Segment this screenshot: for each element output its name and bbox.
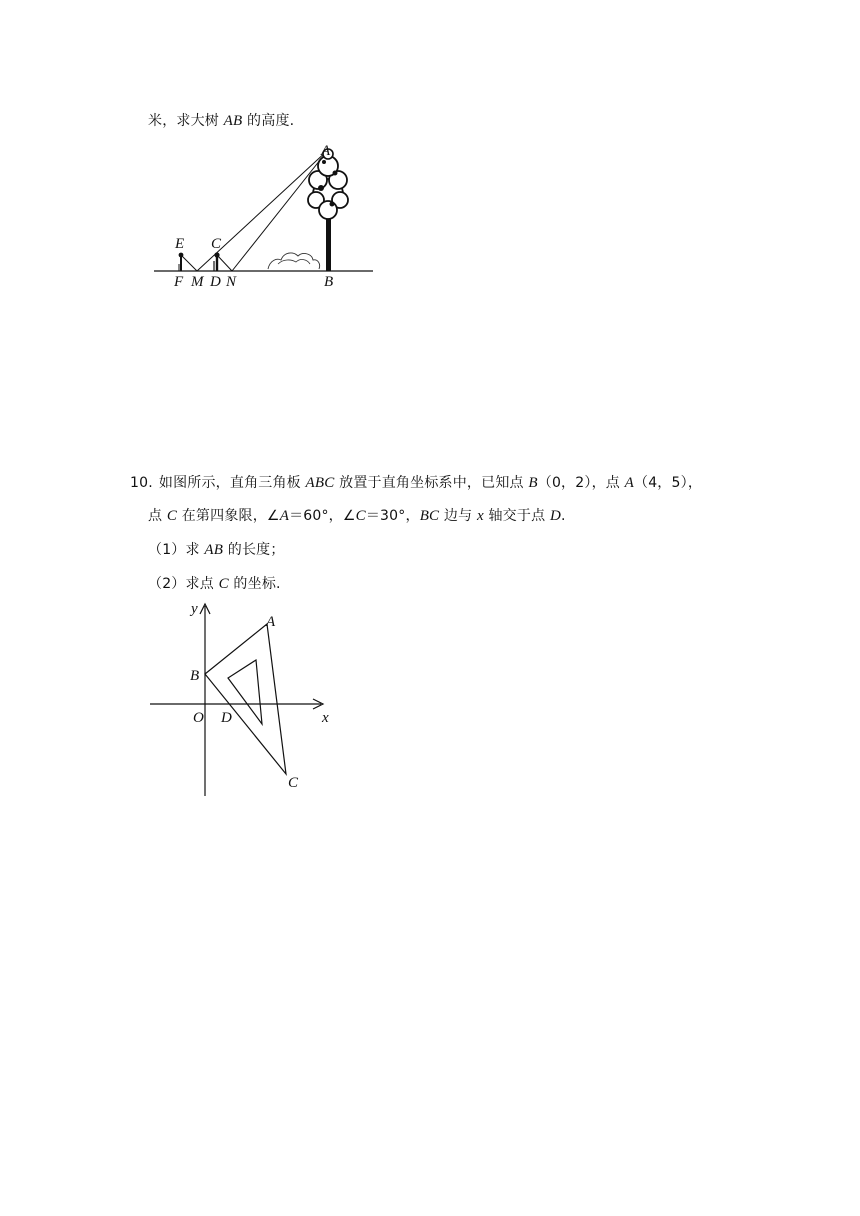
label-n: N [226, 274, 237, 290]
label-c: C [211, 236, 222, 252]
q9-tail-text: 米，求大树 AB 的高度. [148, 113, 295, 129]
bush-shape-inner [278, 260, 310, 264]
q9-ab-label: AB [223, 113, 243, 129]
label-a: A [266, 614, 276, 630]
label-d: D [210, 274, 221, 290]
label-d: D [221, 710, 232, 726]
q10-sub-question-2: （2）求点 C 的坐标. [148, 576, 281, 592]
label-x: x [322, 710, 329, 726]
line-m-a [197, 150, 328, 271]
label-b: B [190, 668, 200, 684]
q9-tree-figure [150, 138, 380, 290]
line-c-n [217, 255, 232, 271]
label-o: O [193, 710, 204, 726]
label-a: A [321, 143, 331, 159]
label-b: B [324, 274, 334, 290]
label-c: C [288, 775, 299, 791]
q10-sub-question-1: （1）求 AB 的长度； [148, 542, 285, 558]
label-y: y [191, 601, 198, 617]
q10-number: 10. [130, 475, 153, 491]
label-e: E [175, 236, 185, 252]
label-m: M [191, 274, 204, 290]
triangle-inner-cutout [228, 660, 262, 724]
label-f: F [174, 274, 184, 290]
triangle-abc-outer [205, 624, 286, 774]
line-n-a [232, 150, 328, 271]
q10-line-2: 点 C 在第四象限，∠A＝60°，∠C＝30°，BC 边与 x 轴交于点 D. [148, 508, 566, 524]
q10-triangle-figure [145, 598, 340, 800]
line-e-m [181, 255, 197, 271]
q10-line-1: 10. 如图所示，直角三角板 ABC 放置于直角坐标系中，已知点 B（0，2），点 A（4，5）， [130, 475, 703, 491]
